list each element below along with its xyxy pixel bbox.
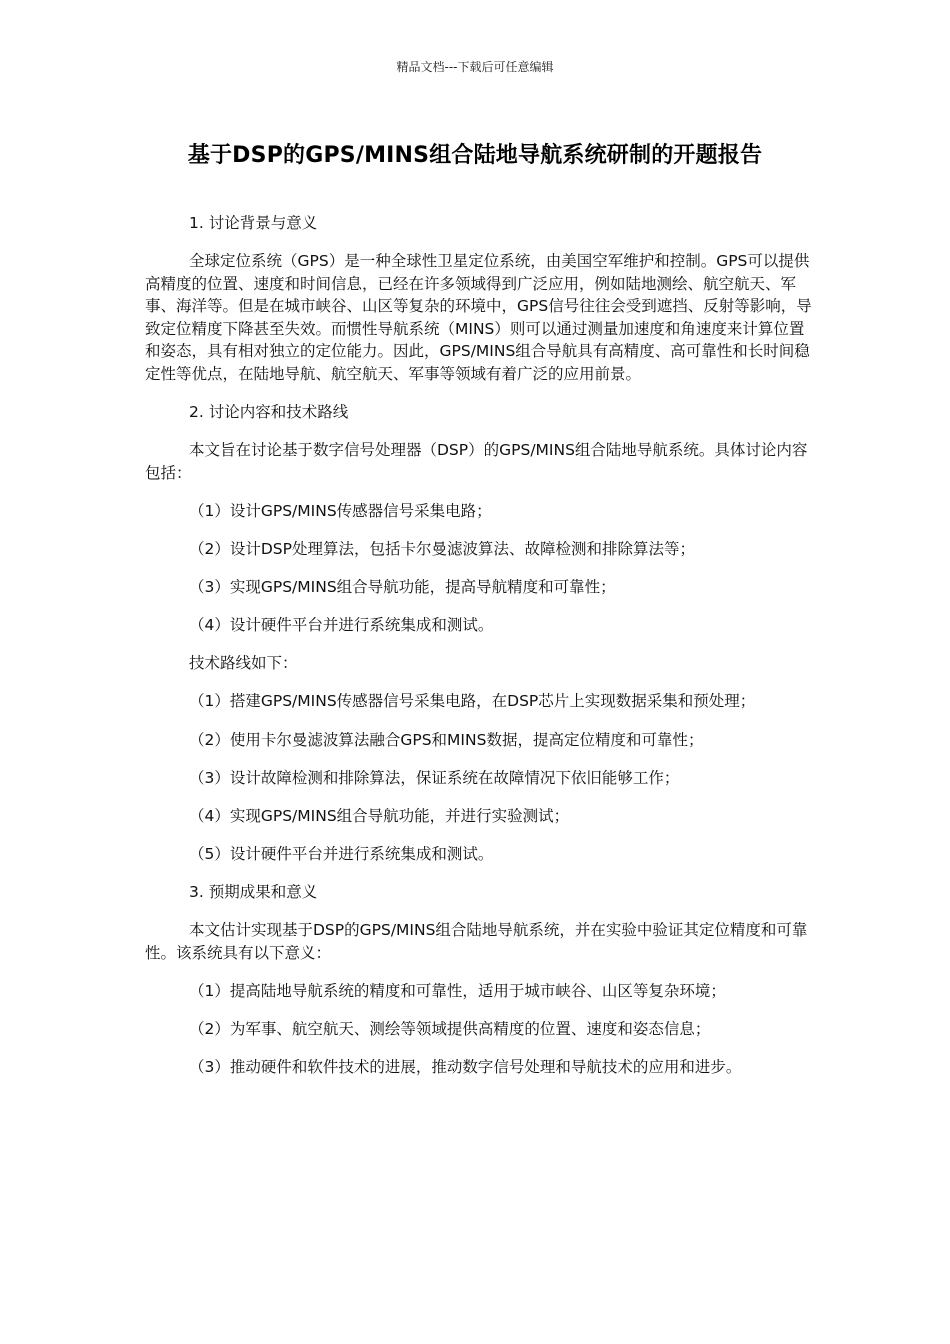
significance-item: （3）推动硬件和软件技术的进展，推动数字信号处理和导航技术的应用和进步。 (189, 1057, 742, 1076)
document-title: 基于DSP的GPS/MINS组合陆地导航系统研制的开题报告 (187, 143, 763, 168)
section-1-heading: 1. 讨论背景与意义 (189, 214, 318, 232)
route-item: （4）实现GPS/MINS组合导航功能，并进行实验测试； (189, 806, 570, 825)
document-body (145, 212, 817, 1094)
route-intro: 技术路线如下： (189, 654, 298, 673)
page-header: 精品文档---下载后可任意编辑 (396, 60, 554, 74)
route-item: （1）搭建GPS/MINS传感器信号采集电路，在DSP芯片上实现数据采集和预处理； (189, 692, 756, 711)
route-item: （3）设计故障检测和排除算法，保证系统在故障情况下依旧能够工作； (189, 768, 680, 787)
content-item: （4）设计硬件平台并进行系统集成和测试。 (189, 616, 494, 635)
section-2-heading: 2. 讨论内容和技术路线 (189, 403, 349, 422)
route-item: （2）使用卡尔曼滤波算法融合GPS和MINS数据，提高定位精度和可靠性； (189, 730, 704, 749)
section-3-heading: 3. 预期成果和意义 (189, 882, 318, 901)
section-3-intro: 本文估计实现基于DSP的GPS/MINS组合陆地导航系统，并在实验中验证其定位精度和可靠性。该系统具有以下意义： (145, 920, 808, 962)
section-2-intro: 本文旨在讨论基于数字信号处理器（DSP）的GPS/MINS组合陆地导航系统。具体讨论内容包括： (145, 441, 808, 482)
content-item: （2）设计DSP处理算法，包括卡尔曼滤波算法、故障检测和排除算法等； (189, 540, 695, 559)
significance-item: （2）为军事、航空航天、测绘等领域提供高精度的位置、速度和姿态信息； (189, 1019, 711, 1038)
content-item: （3）实现GPS/MINS组合导航功能，提高导航精度和可靠性； (189, 578, 616, 597)
significance-item: （1）提高陆地导航系统的精度和可靠性，适用于城市峡谷、山区等复杂环境； (189, 981, 726, 1000)
section-1-paragraph: 全球定位系统（GPS）是一种全球性卫星定位系统，由美国空军维护和控制。GPS可以提供高精度的位置、速度和时间信息，已经在许多领域得到广泛应用，例如陆地测绘、航空航天、军事、海洋等。但是在城市峡谷、山区等复杂的环境中，GPS信号往往会受到遮挡、反射等影响，导致定位精度下降甚至失效。而惯性导航系统（MINS）则可以通过测量加速度和角速度来计算位置和姿态，具有相对独立的定位能力。因此，GPS/MINS组合导航具有高精度、高可靠性和长时间稳定性等优点，在陆地导航、航空航天、军事等领域有着广泛的应用前景。 (145, 252, 812, 384)
content-item: （1）设计GPS/MINS传感器信号采集电路； (189, 501, 492, 520)
route-item: （5）设计硬件平台并进行系统集成和测试。 (189, 844, 494, 863)
